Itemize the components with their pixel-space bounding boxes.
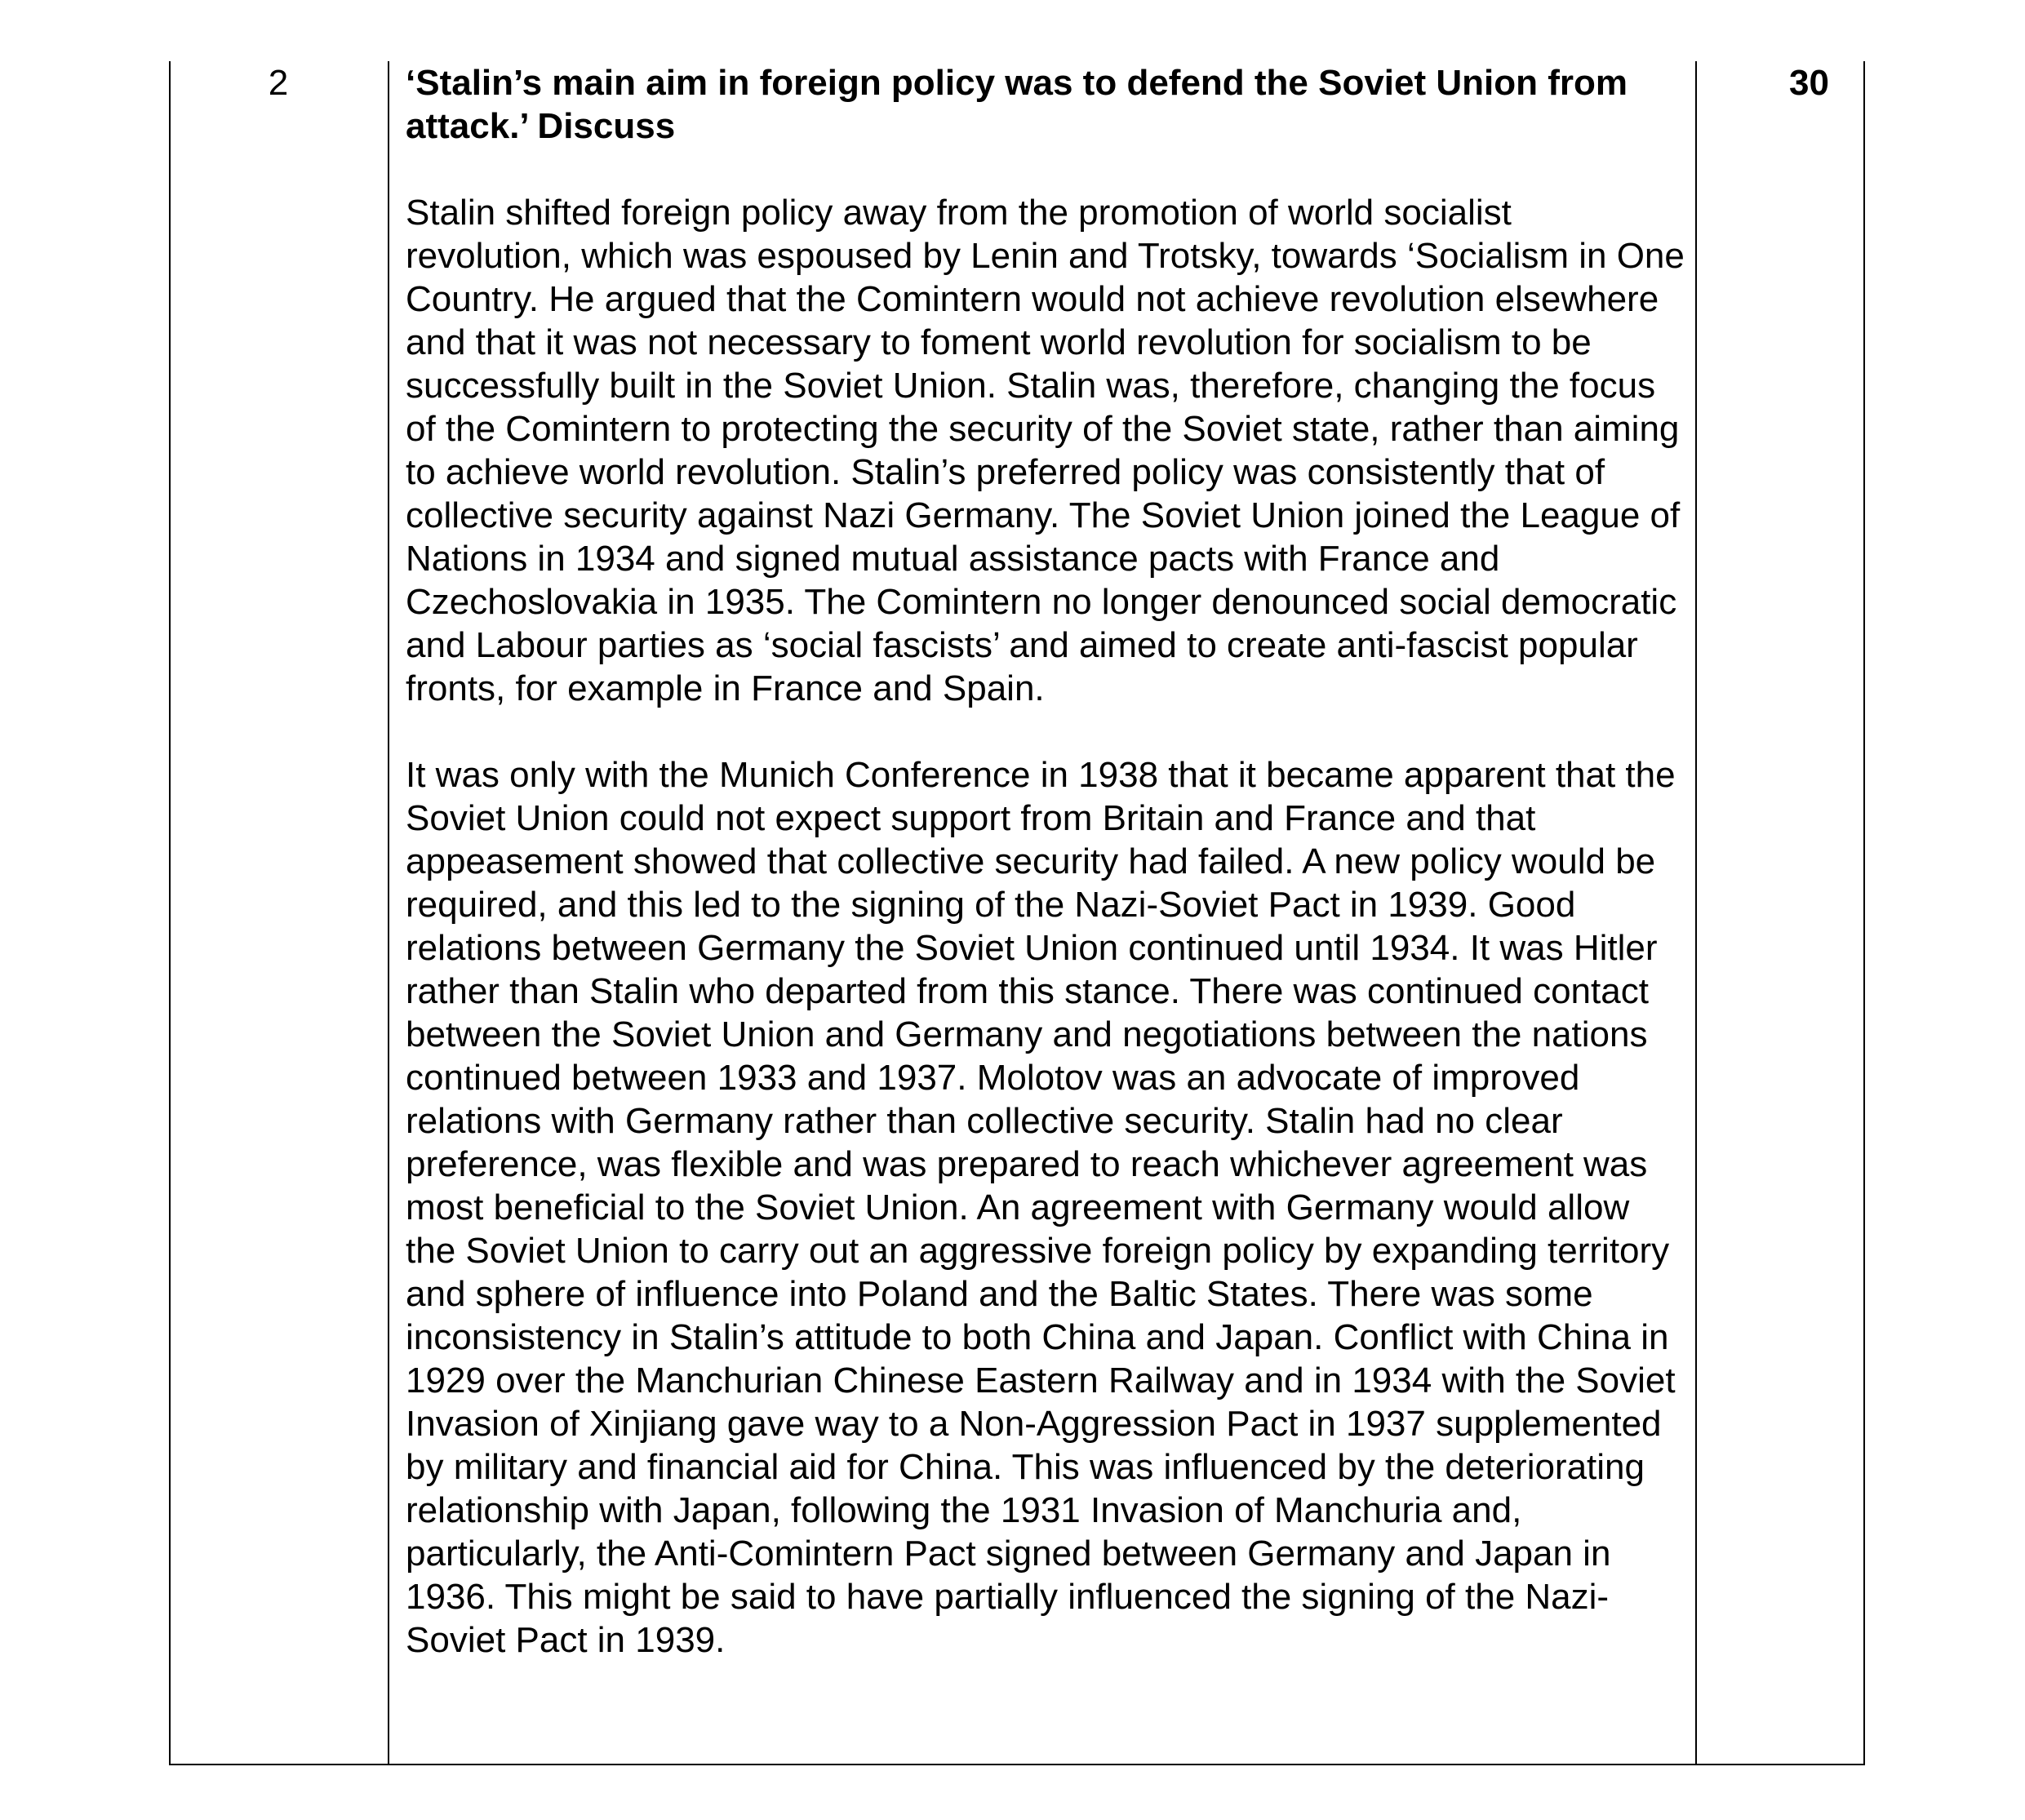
column-divider-number (388, 61, 389, 1765)
question-text: ‘Stalin’s main aim in foreign policy was to defend the Soviet Union from attack.’ Discuss (406, 63, 1628, 146)
marks-value: 30 (1789, 63, 1829, 103)
paragraph-1: Stalin shifted foreign policy away from the promotion of world socialist revolution, which was espoused by Lenin and Trotsky, towards ‘Socialism in One Country. He argued that the Comintern would not achieve revolution elsewhere and that it was not necessary to foment world revolution for socialism to be successfully built in the Soviet Union. Stalin was, therefore, changing the focus of the Comintern to protecting the security of the Soviet state, rather than aiming to achieve world revolution. Stalin’s preferred policy was consistently that of collective security against Nazi Germany. The Soviet Union joined the League of Nations in 1934 and signed mutual assistance pacts with France and Czechoslovakia in 1935. The Comintern no longer denounced social democratic and Labour parties as ‘social fascists’ and aimed to create anti-fascist popular fronts, for example in France and Spain. (406, 193, 1685, 708)
table-border-left (169, 61, 171, 1765)
table-border-bottom (169, 1764, 1863, 1765)
mark-scheme-table (169, 61, 1863, 1765)
column-divider-marks (1695, 61, 1697, 1765)
table-border-right (1863, 61, 1865, 1765)
paragraph-2: It was only with the Munich Conference in 1938 that it became apparent that the Soviet Union could not expect support from Britain and France and that appeasement showed that collective security had failed. A new policy would be required, and this led to the signing of the Nazi-Soviet Pact in 1939. Good relations between Germany the Soviet Union continued until 1934. It was Hitler rather than Stalin who departed from this stance. There was continued contact between the Soviet Union and Germany and negotiations between the nations continued between 1933 and 1937. Molotov was an advocate of improved relations with Germany rather than collective security. Stalin had no clear preference, was flexible and was prepared to reach whichever agreement was most beneficial to the Soviet Union. An agreement with Germany would allow the Soviet Union to carry out an aggressive foreign policy by expanding territory and sphere of influence into Poland and the Baltic States. There was some inconsistency in Stalin’s attitude to both China and Japan. Conflict with China in 1929 over the Manchurian Chinese Eastern Railway and in 1934 with the Soviet Invasion of Xinjiang gave way to a Non-Aggression Pact in 1937 supplemented by military and financial aid for China. This was influenced by the deteriorating relationship with Japan, following the 1931 Invasion of Manchuria and, particularly, the Anti-Comintern Pact signed between Germany and Japan in 1936. This might be said to have partially influenced the signing of the Nazi-Soviet Pact in 1939. (406, 755, 1676, 1660)
question-number: 2 (268, 63, 289, 103)
answer-content (406, 61, 1687, 1662)
